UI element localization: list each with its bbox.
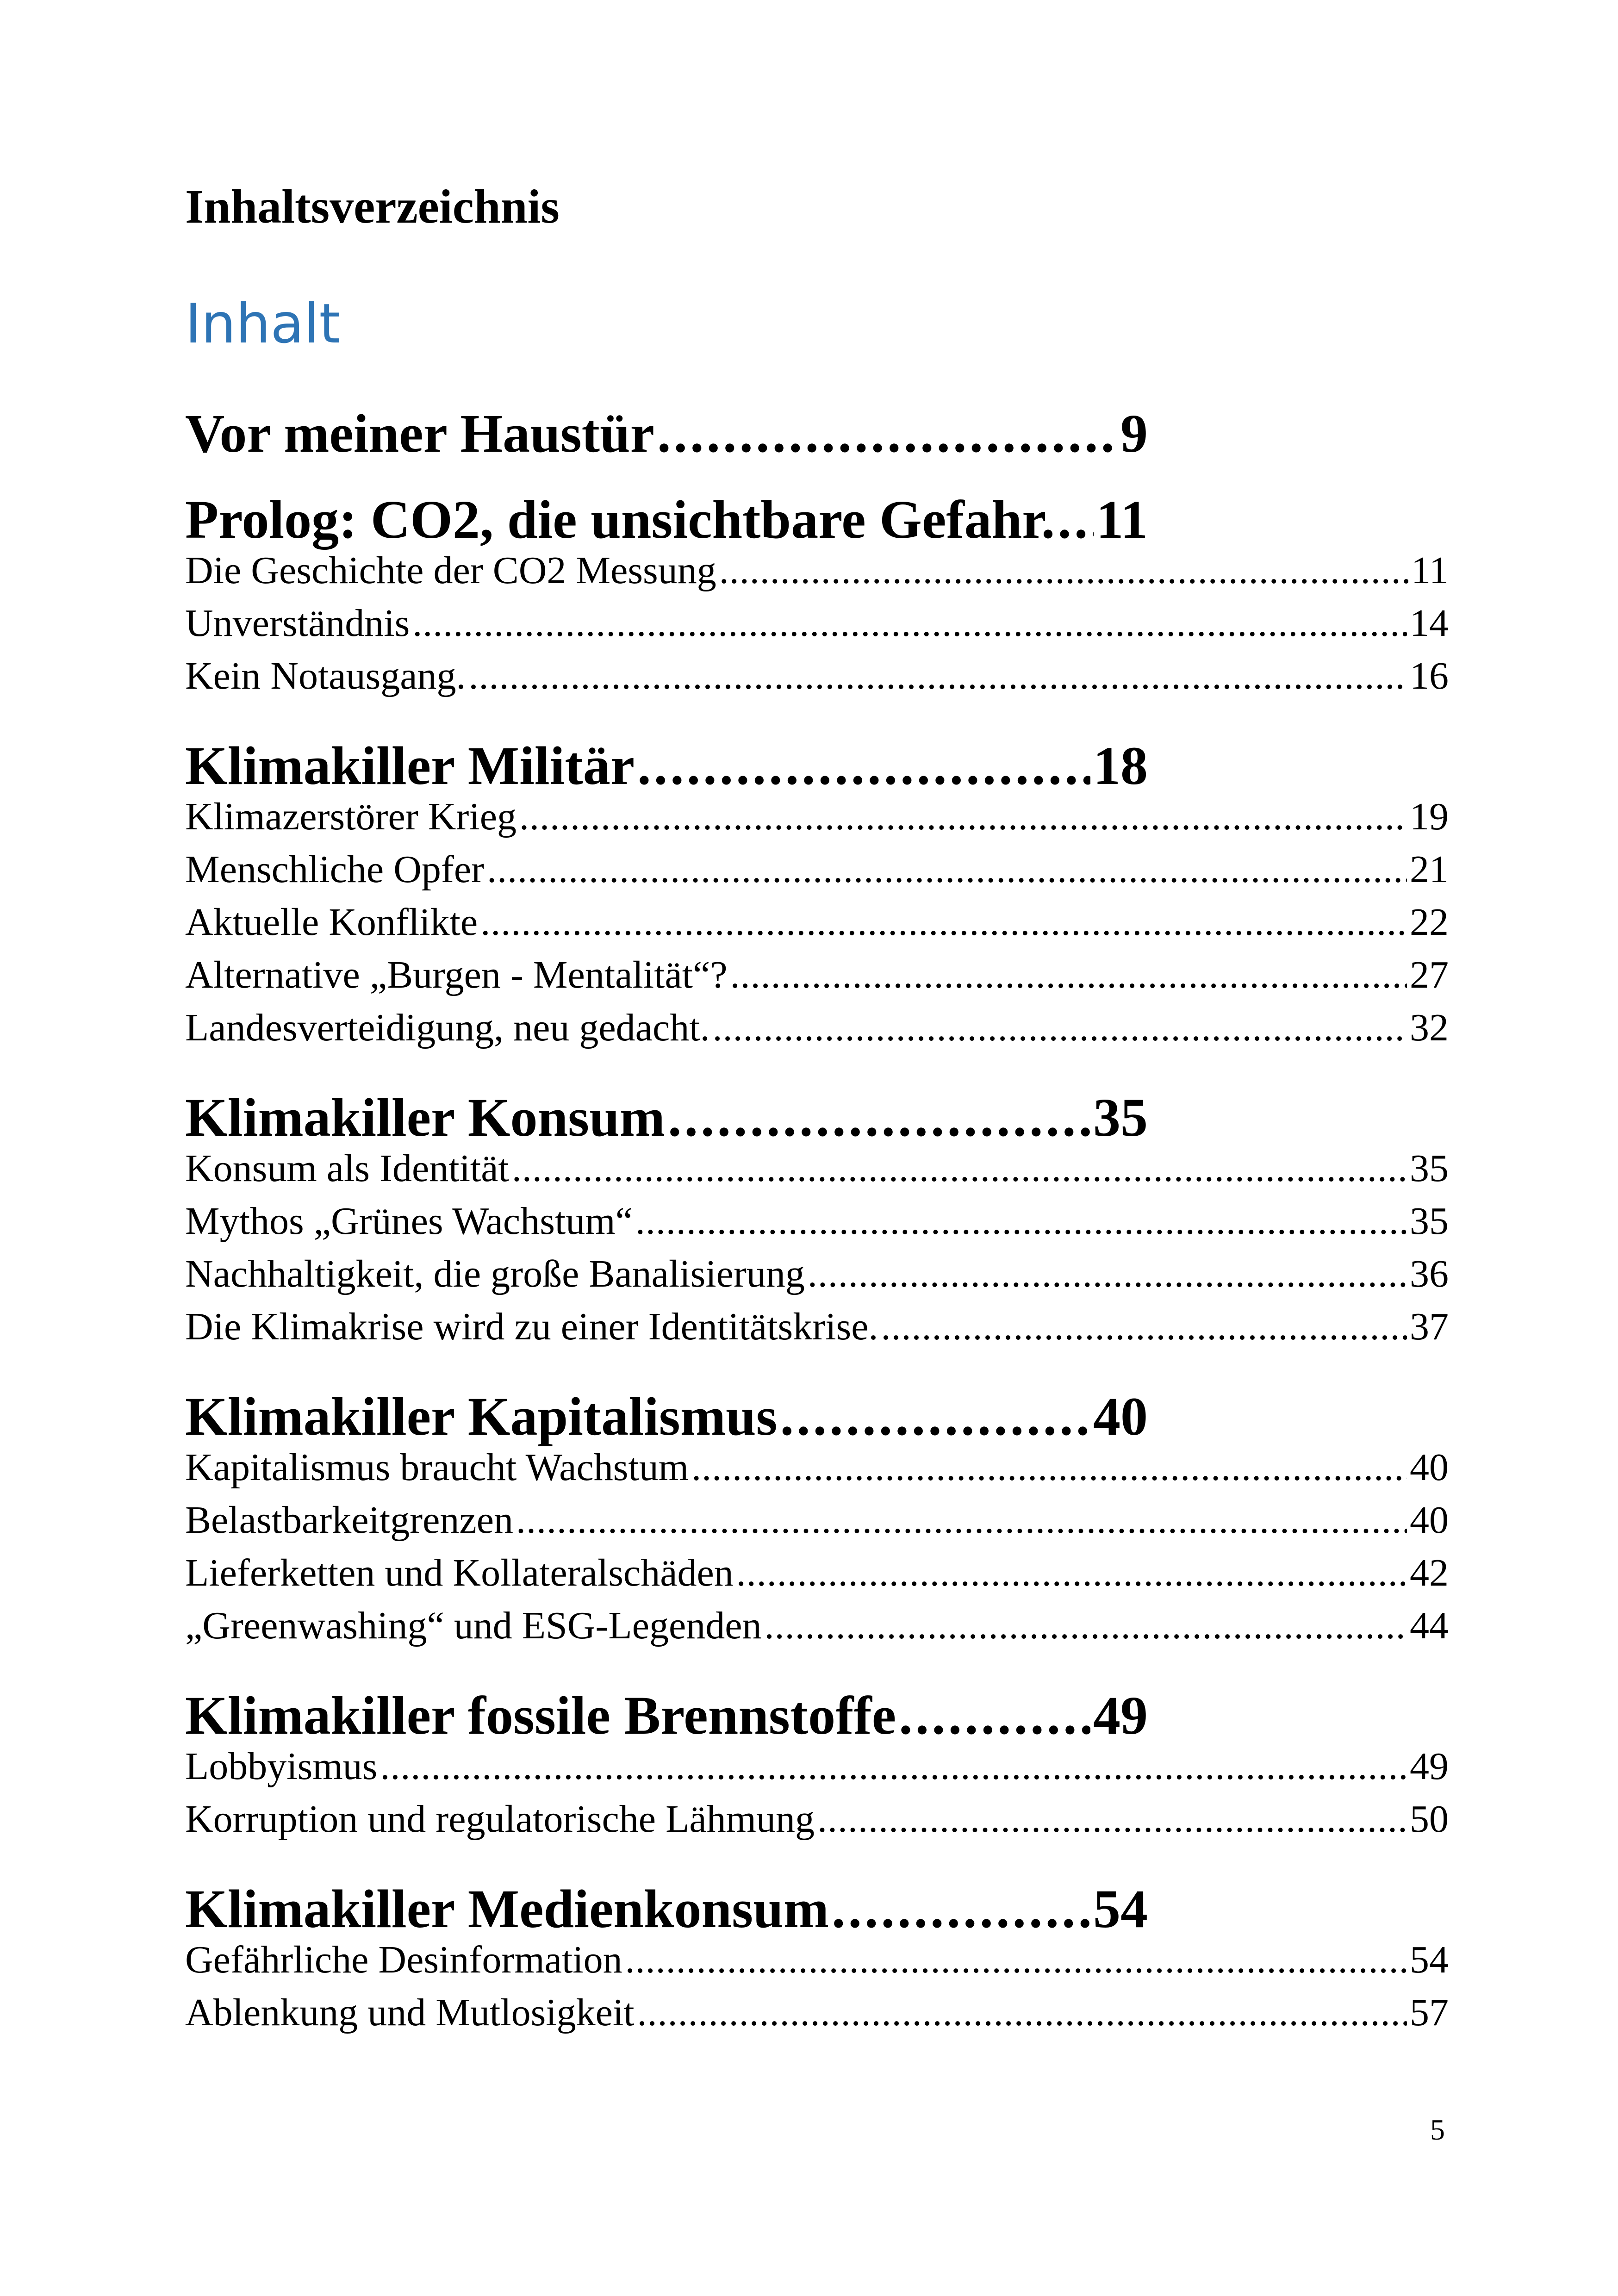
toc-entry-label: Klimakiller Kapitalismus bbox=[185, 1386, 778, 1447]
dot-leader bbox=[637, 1987, 1407, 2038]
toc-section-entry[interactable] bbox=[185, 1301, 1449, 1352]
toc-entry-page: 27 bbox=[1410, 953, 1449, 996]
toc-entry-page: 49 bbox=[1410, 1745, 1449, 1788]
dot-leader bbox=[637, 731, 1090, 801]
toc-entry-page: 14 bbox=[1410, 602, 1449, 645]
dot-leader bbox=[625, 1935, 1407, 1985]
toc-entry-label: Lieferketten und Kollateralschäden bbox=[185, 1551, 734, 1594]
dot-leader bbox=[832, 1874, 1090, 1944]
toc-entry-page: 35 bbox=[1410, 1147, 1449, 1190]
toc-entry-page: 19 bbox=[1410, 795, 1449, 838]
toc-chapter-entry[interactable] bbox=[185, 485, 1148, 554]
toc-entry-label: Belastbarkeitgrenzen bbox=[185, 1499, 513, 1542]
dot-leader bbox=[487, 844, 1407, 895]
toc-entry-page: 32 bbox=[1410, 1006, 1449, 1049]
toc-entry-label: Lobbyismus bbox=[185, 1745, 378, 1788]
dot-leader bbox=[519, 791, 1407, 842]
dot-leader bbox=[765, 1600, 1407, 1651]
toc-entry-page: 40 bbox=[1410, 1499, 1449, 1542]
toc-section-entry[interactable] bbox=[185, 1249, 1449, 1300]
toc-section-entry[interactable] bbox=[185, 1196, 1449, 1247]
dot-leader bbox=[881, 1301, 1407, 1352]
dot-leader bbox=[780, 1382, 1090, 1451]
dot-leader bbox=[412, 598, 1407, 649]
toc-section-entry[interactable] bbox=[185, 1002, 1449, 1053]
dot-leader bbox=[512, 1143, 1407, 1194]
toc-chapter-entry[interactable] bbox=[185, 1681, 1148, 1750]
toc-entry-label: Menschliche Opfer bbox=[185, 848, 485, 891]
dot-leader bbox=[736, 1548, 1407, 1599]
toc-section-entry[interactable] bbox=[185, 1935, 1449, 1985]
toc-entry-label: Konsum als Identität bbox=[185, 1147, 509, 1190]
toc-entry-label: Die Geschichte der CO2 Messung bbox=[185, 549, 716, 592]
dot-leader bbox=[516, 1495, 1407, 1546]
dot-leader bbox=[817, 1794, 1407, 1845]
toc-entry-page: 16 bbox=[1410, 654, 1449, 697]
document-heading: Inhaltsverzeichnis bbox=[185, 180, 560, 233]
toc-entry-label: Kein Notausgang. bbox=[185, 654, 466, 697]
toc-entry-label: Klimakiller Militär bbox=[185, 735, 635, 796]
toc-entry-page: 22 bbox=[1410, 901, 1449, 944]
toc-entry-label: Vor meiner Haustür bbox=[185, 403, 654, 464]
toc-entry-label: Korruption und regulatorische Lähmung bbox=[185, 1798, 815, 1841]
toc-section-entry[interactable] bbox=[185, 897, 1449, 948]
toc-entry-label: Mythos „Grünes Wachstum“ bbox=[185, 1200, 633, 1243]
toc-section-entry[interactable] bbox=[185, 1548, 1449, 1599]
toc-entry-page: 11 bbox=[1411, 549, 1449, 592]
toc-chapter-entry[interactable] bbox=[185, 1382, 1148, 1451]
toc-entry-label: Die Klimakrise wird zu einer Identitätskrise. bbox=[185, 1305, 878, 1348]
dot-leader bbox=[1058, 485, 1093, 554]
toc-entry-label: Unverständnis bbox=[185, 602, 410, 645]
dot-leader bbox=[713, 1002, 1407, 1053]
toc-section-entry[interactable] bbox=[185, 1143, 1449, 1194]
toc-entry-page: 57 bbox=[1410, 1991, 1449, 2034]
toc-section-entry[interactable] bbox=[185, 1600, 1449, 1651]
toc-entry-label: Nachhaltigkeit, die große Banalisierung bbox=[185, 1252, 805, 1295]
toc-entry-label: „Greenwashing“ und ESG-Legenden bbox=[185, 1604, 762, 1647]
toc-section-entry[interactable] bbox=[185, 1741, 1449, 1792]
dot-leader bbox=[668, 1083, 1090, 1152]
toc-chapter-entry[interactable] bbox=[185, 1083, 1148, 1152]
dot-leader bbox=[730, 950, 1407, 1001]
toc-entry-label: Klimazerstörer Krieg bbox=[185, 795, 517, 838]
toc-section-entry[interactable] bbox=[185, 1495, 1449, 1546]
toc-entry-label: Klimakiller Medienkonsum bbox=[185, 1879, 829, 1939]
toc-entry-label: Alternative „Burgen - Mentalität“? bbox=[185, 953, 728, 996]
toc-entry-label: Ablenkung und Mutlosigkeit bbox=[185, 1991, 635, 2034]
toc-entry-page: 18 bbox=[1093, 735, 1148, 796]
toc-entry-page: 54 bbox=[1410, 1938, 1449, 1981]
toc-entry-page: 35 bbox=[1410, 1200, 1449, 1243]
toc-title: Inhalt bbox=[185, 292, 341, 355]
toc-entry-label: Gefährliche Desinformation bbox=[185, 1938, 622, 1981]
dot-leader bbox=[635, 1196, 1407, 1247]
dot-leader bbox=[899, 1681, 1090, 1750]
dot-leader bbox=[808, 1249, 1407, 1300]
dot-leader bbox=[480, 897, 1407, 948]
toc-entry-page: 40 bbox=[1093, 1386, 1148, 1447]
toc-entry-label: Klimakiller Konsum bbox=[185, 1087, 665, 1148]
toc-section-entry[interactable] bbox=[185, 791, 1449, 842]
toc-entry-page: 40 bbox=[1410, 1446, 1449, 1489]
toc-entry-page: 9 bbox=[1120, 403, 1148, 464]
toc-section-entry[interactable] bbox=[185, 1794, 1449, 1845]
dot-leader bbox=[691, 1442, 1407, 1493]
toc-entry-page: 36 bbox=[1410, 1252, 1449, 1295]
toc-section-entry[interactable] bbox=[185, 1442, 1449, 1493]
toc-entry-label: Aktuelle Konflikte bbox=[185, 901, 478, 944]
toc-chapter-entry[interactable] bbox=[185, 1874, 1148, 1944]
toc-section-entry[interactable] bbox=[185, 545, 1449, 596]
toc-entry-page: 54 bbox=[1093, 1879, 1148, 1939]
toc-entry-page: 44 bbox=[1410, 1604, 1449, 1647]
toc-entry-page: 37 bbox=[1410, 1305, 1449, 1348]
toc-section-entry[interactable] bbox=[185, 651, 1449, 702]
toc-entry-page: 35 bbox=[1093, 1087, 1148, 1148]
toc-entry-page: 42 bbox=[1410, 1551, 1449, 1594]
toc-entry-page: 49 bbox=[1093, 1685, 1148, 1746]
toc-entry-page: 50 bbox=[1410, 1798, 1449, 1841]
toc-section-entry[interactable] bbox=[185, 598, 1449, 649]
toc-entry-label: Kapitalismus braucht Wachstum bbox=[185, 1446, 689, 1489]
dot-leader bbox=[469, 651, 1407, 702]
dot-leader bbox=[380, 1741, 1407, 1792]
toc-section-entry[interactable] bbox=[185, 950, 1449, 1001]
toc-entry-label: Klimakiller fossile Brennstoffe bbox=[185, 1685, 896, 1746]
dot-leader bbox=[719, 545, 1408, 596]
toc-entry-page: 21 bbox=[1410, 848, 1449, 891]
page-number: 5 bbox=[1430, 2113, 1445, 2146]
toc-entry-page: 11 bbox=[1096, 489, 1148, 550]
toc-chapter-entry[interactable] bbox=[185, 731, 1148, 801]
toc-entry-label: Landesverteidigung, neu gedacht. bbox=[185, 1006, 710, 1049]
toc-section-entry[interactable] bbox=[185, 844, 1449, 895]
toc-section-entry[interactable] bbox=[185, 1987, 1449, 2038]
toc-entry-label: Prolog: CO2, die unsichtbare Gefahr. bbox=[185, 489, 1055, 550]
toc-chapter-entry[interactable] bbox=[185, 399, 1148, 468]
dot-leader bbox=[657, 399, 1118, 468]
